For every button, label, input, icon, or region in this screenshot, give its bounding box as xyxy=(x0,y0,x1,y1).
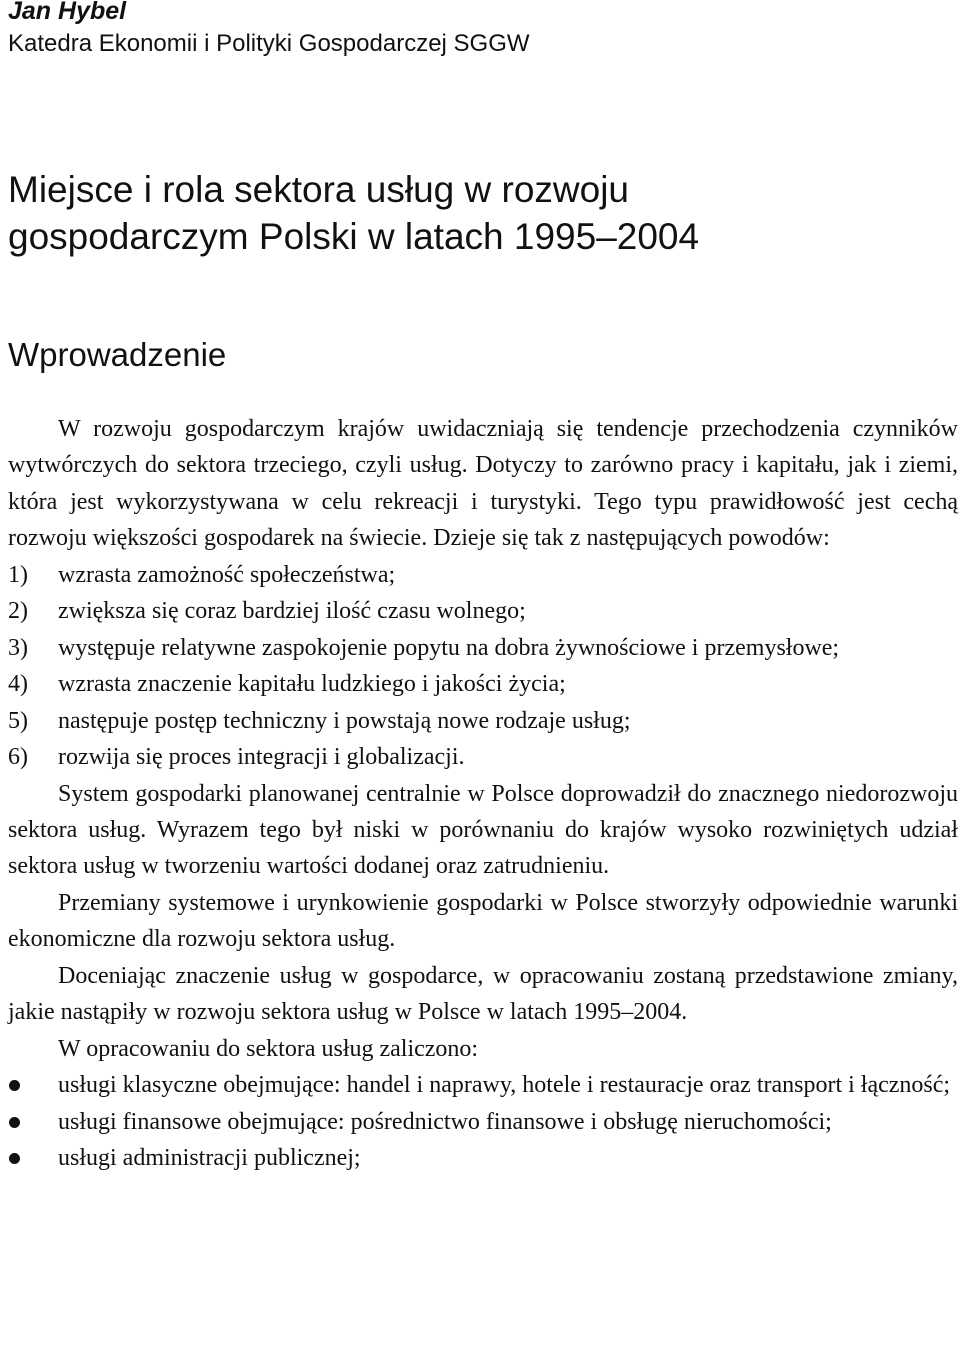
list-item xyxy=(8,593,958,629)
article-body xyxy=(8,411,958,1177)
list-number: 1) xyxy=(8,561,28,588)
list-number: 5) xyxy=(8,707,28,734)
author-name: Jan Hybel xyxy=(8,0,127,25)
section-heading: Wprowadzenie xyxy=(8,336,227,373)
list-number: 3) xyxy=(8,634,28,661)
list-item-text: wzrasta zamożność społeczeństwa; xyxy=(58,561,396,588)
bullet-text: usługi administracji publicznej; xyxy=(58,1145,361,1172)
list-item-text: rozwija się proces integracji i globalizacji. xyxy=(58,744,465,771)
body-paragraph: Przemiany systemowe i urynkowienie gospodarki w Polsce stworzyły odpowiednie warunki ekonomiczne dla rozwoju sektora usług. xyxy=(8,889,958,953)
list-item-text: wzrasta znaczenie kapitału ludzkiego i jakości życia; xyxy=(58,671,566,698)
list-item xyxy=(8,666,958,702)
list-item xyxy=(8,630,958,666)
body-paragraph: System gospodarki planowanej centralnie w Polsce doprowadził do znacznego niedorozwoju sektora usług. Wyrazem tego był niski w porównaniu do krajów wysoko rozwiniętych udział sektora usług w tworzeniu wartości dodanej oraz zatrudnieniu. xyxy=(8,780,958,880)
bullet-dot-icon xyxy=(9,1117,20,1128)
intro-paragraph: W rozwoju gospodarczym krajów uwidaczniają się tendencje przechodzenia czynników wytwórczych do sektora trzeciego, czyli usług. Dotyczy to zarówno pracy i kapitału, jak i ziemi, która jest wykorzystywana w celu rekreacji i turystyki. Tego typu prawidłowość jest cechą rozwoju większości gospodarek na świecie. Dzieje się tak z następujących powodów: xyxy=(8,416,958,552)
list-number: 2) xyxy=(8,598,28,625)
bullet-dot-icon xyxy=(9,1153,20,1164)
bullet-item xyxy=(8,1104,958,1140)
list-item xyxy=(8,703,958,739)
list-number: 4) xyxy=(8,671,28,698)
bullet-text: usługi klasyczne obejmujące: handel i naprawy, hotele i restauracje oraz transport i łączność; xyxy=(58,1072,951,1099)
bullet-item xyxy=(8,1140,958,1176)
body-paragraph: W opracowaniu do sektora usług zaliczono: xyxy=(58,1035,479,1062)
list-item xyxy=(8,739,958,775)
services-bullet-list xyxy=(8,1067,958,1176)
author-affiliation: Katedra Ekonomii i Polityki Gospodarczej SGGW xyxy=(8,30,530,57)
bullet-text: usługi finansowe obejmujące: pośrednictwo finansowe i obsługę nieruchomości; xyxy=(58,1108,832,1135)
list-number: 6) xyxy=(8,744,28,771)
title-line-2: gospodarczym Polski w latach 1995–2004 xyxy=(8,216,700,257)
article-title xyxy=(8,166,948,260)
list-item-text: zwiększa się coraz bardziej ilość czasu wolnego; xyxy=(58,598,526,625)
list-item xyxy=(8,557,958,593)
list-item-text: występuje relatywne zaspokojenie popytu na dobra żywnościowe i przemysłowe; xyxy=(58,634,840,661)
reasons-list xyxy=(8,557,958,776)
body-paragraph: Doceniając znaczenie usług w gospodarce, w opracowaniu zostaną przedstawione zmiany, jakie nastąpiły w rozwoju sektora usług w Polsce w latach 1995–2004. xyxy=(8,962,958,1026)
list-item-text: następuje postęp techniczny i powstają nowe rodzaje usług; xyxy=(58,707,631,734)
title-line-1: Miejsce i rola sektora usług w rozwoju xyxy=(8,169,630,210)
bullet-dot-icon xyxy=(9,1080,20,1091)
bullet-item xyxy=(8,1067,958,1103)
